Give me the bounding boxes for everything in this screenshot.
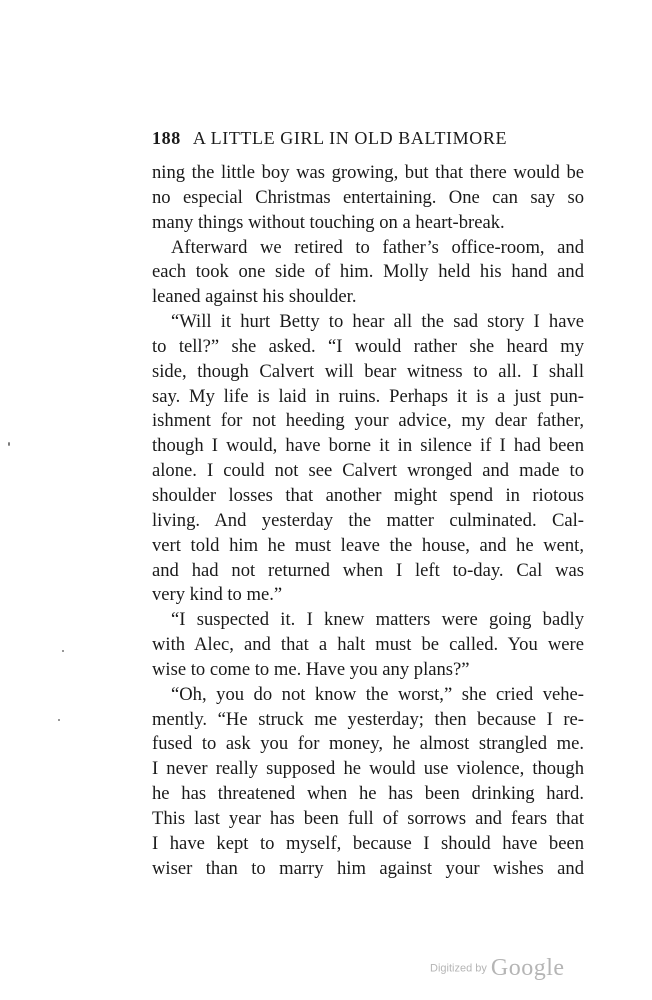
running-head (152, 128, 592, 149)
digitization-watermark (430, 955, 565, 982)
scan-speck (58, 719, 60, 721)
text-line: wise to come to me. Have you any plans?” (152, 658, 470, 680)
text-line: Afterward we retired to father’s office-room, and (171, 236, 584, 258)
text-line: “I suspected it. I knew matters were going badly (171, 609, 584, 631)
text-line: and had not returned when I left to-day. Cal was (152, 559, 584, 581)
digitized-by-label: Digitized by (430, 962, 487, 975)
text-line: with Alec, and that a halt must be called. You were (152, 634, 584, 656)
text-line: ning the little boy was growing, but that there would be (152, 162, 584, 183)
running-title: A LITTLE GIRL IN OLD BALTIMORE (192, 128, 508, 148)
text-line: “Will it hurt Betty to hear all the sad story I have (171, 311, 584, 333)
text-line: shoulder losses that another might spend in riotous (152, 484, 584, 506)
text-line: side, though Calvert will bear witness to all. I shall (152, 360, 584, 382)
text-line: to tell?” she asked. “I would rather she heard my (152, 335, 584, 357)
text-line: no especial Christmas entertaining. One can say so (152, 186, 584, 208)
text-line: This last year has been full of sorrows and fears that (152, 807, 584, 829)
text-line: wiser than to marry him against your wishes and (152, 857, 584, 879)
text-line: though I would, have borne it in silence if I had been (152, 435, 584, 457)
text-line: mently. “He struck me yesterday; then because I re- (152, 708, 584, 730)
text-line: “Oh, you do not know the worst,” she cried vehe- (171, 683, 584, 705)
text-line: I never really supposed he would use violence, though (152, 758, 584, 780)
text-line: fused to ask you for money, he almost strangled me. (152, 733, 584, 755)
text-line: each took one side of him. Molly held his hand and (152, 261, 584, 283)
text-line: ishment for not heeding your advice, my dear father, (152, 410, 584, 432)
text-line: say. My life is laid in ruins. Perhaps it is a just pun- (152, 385, 584, 407)
scan-speck (62, 650, 64, 652)
scan-speck (8, 442, 10, 446)
text-line: very kind to me.” (152, 584, 283, 606)
page-number: 188 (152, 128, 181, 148)
text-line: many things without touching on a heart-break. (152, 211, 505, 233)
text-line: he has threatened when he has been drinking hard. (152, 783, 584, 805)
text-line: living. And yesterday the matter culminated. Cal- (152, 509, 584, 531)
text-line: vert told him he must leave the house, and he went, (152, 534, 584, 556)
text-line: alone. I could not see Calvert wronged and made to (152, 460, 584, 482)
google-logo: Google (490, 955, 565, 981)
text-line: leaned against his shoulder. (152, 286, 357, 308)
text-line: I have kept to myself, because I should have been (152, 832, 584, 854)
body-text (152, 161, 584, 881)
